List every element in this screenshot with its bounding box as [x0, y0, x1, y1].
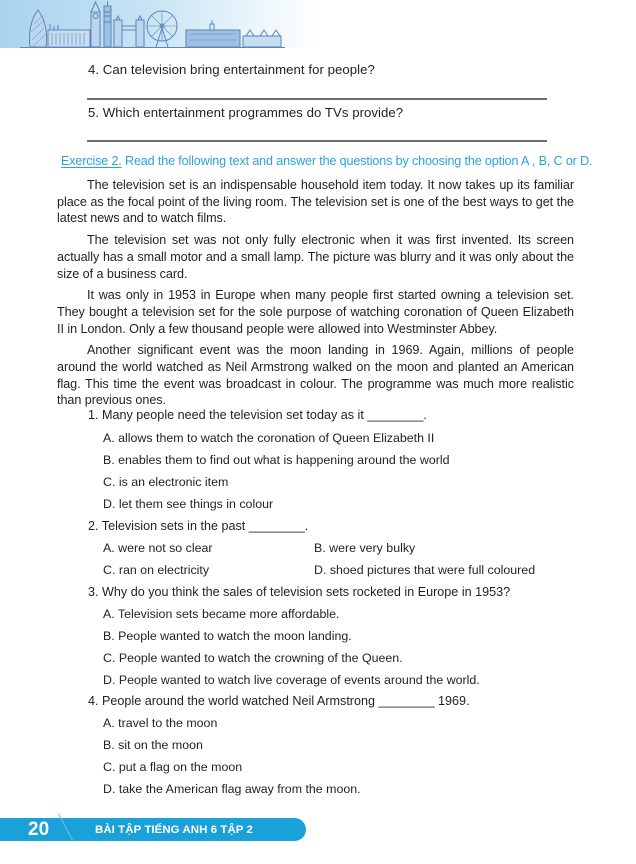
question-1-option-b[interactable]: B. enables them to find out what is happening around the world [103, 453, 450, 467]
question-1-option-d[interactable]: D. let them see things in colour [103, 497, 274, 511]
header-skyline-banner [0, 0, 320, 48]
passage-paragraph-2: The television set was not only fully electronic when it was first invented. Its screen actually has a small motor and a small lamp. The picture was blurry and it was only about the size of a business card. [57, 233, 574, 281]
passage-paragraph-3: It was only in 1953 in Europe when many people first started owning a television set. They bought a television set for the sole purpose of watching coronation of Queen Elizabeth II in London. Only a few thousand people were allowed into Westminster Abbey. [57, 288, 574, 336]
question-2-option-d[interactable]: D. shoed pictures that were full coloured [314, 563, 536, 577]
question-1-stem: 1. Many people need the television set today as it ________. [88, 408, 427, 422]
passage-paragraph-1: The television set is an indispensable household item today. It now takes up its familiar place as the focal point of the living room. The television set is one of the best ways to get the latest news and to watch films. [57, 178, 574, 226]
question-4-option-c[interactable]: C. put a flag on the moon [103, 760, 243, 774]
exercise2-heading [61, 154, 592, 168]
question-3-option-c[interactable]: C. People wanted to watch the crowning of the Queen. [103, 651, 403, 665]
question-4-option-b[interactable]: B. sit on the moon [103, 738, 203, 752]
question-1-option-c[interactable]: C. is an electronic item [103, 475, 229, 489]
exercise1-question-4: 4. Can television bring entertainment for people? [88, 62, 375, 77]
question-2-stem: 2. Television sets in the past ________. [88, 519, 309, 533]
exercise2-instruction: Read the following text and answer the questions by choosing the option A , B, C or D. [121, 154, 593, 168]
answer-line-q4[interactable] [87, 98, 547, 100]
question-3-option-d[interactable]: D. People wanted to watch live coverage of events around the world. [103, 673, 480, 687]
question-2-option-c[interactable]: C. ran on electricity [103, 563, 210, 577]
exercise1-question-5: 5. Which entertainment programmes do TVs provide? [88, 105, 404, 120]
question-2-option-a[interactable]: A. were not so clear [103, 541, 213, 555]
question-3-option-a[interactable]: A. Television sets became more affordable. [103, 607, 340, 621]
book-title: BÀI TẬP TIẾNG ANH 6 TẬP 2 [95, 824, 253, 836]
question-4-option-a[interactable]: A. travel to the moon [103, 716, 218, 730]
london-skyline-icon [0, 0, 320, 48]
passage-paragraph-4: Another significant event was the moon landing in 1969. Again, millions of people around the world watched as Neil Armstrong walked on the moon and planted an American flag. This time the event was broadcast in colour. The programme was much more realistic than previous ones. [57, 343, 574, 408]
page-number: 20 [28, 819, 50, 840]
question-3-stem: 3. Why do you think the sales of television sets rocketed in Europe in 1953? [88, 585, 511, 599]
answer-line-q5[interactable] [87, 140, 547, 142]
question-4-option-d[interactable]: D. take the American flag away from the moon. [103, 782, 361, 796]
question-1-option-a[interactable]: A. allows them to watch the coronation of Queen Elizabeth II [103, 431, 435, 445]
exercise2-label: Exercise 2. [61, 154, 122, 168]
question-3-option-b[interactable]: B. People wanted to watch the moon landing. [103, 629, 352, 643]
reading-passage [57, 177, 574, 414]
question-2-option-b[interactable]: B. were very bulky [314, 541, 416, 555]
question-4-stem: 4. People around the world watched Neil Armstrong ________ 1969. [88, 694, 470, 708]
